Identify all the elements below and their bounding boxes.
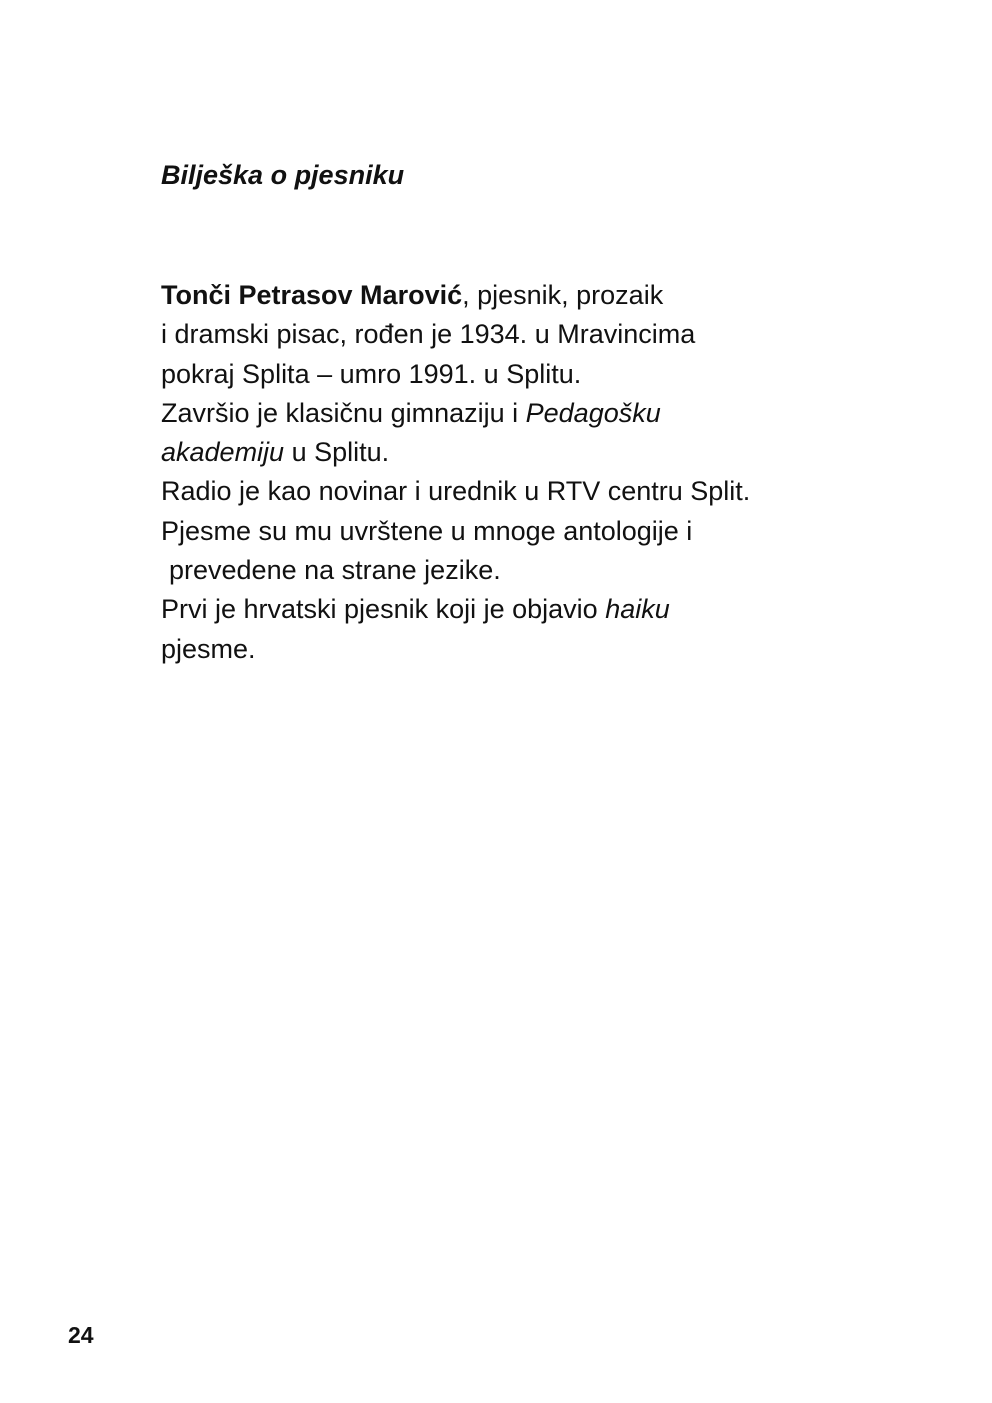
bio-line-5-text: u Splitu.: [284, 437, 390, 468]
author-bio: [161, 276, 881, 669]
bio-line-3: pokraj Splita – umro 1991. u Splitu.: [161, 358, 582, 389]
academy-name-part-1: Pedagošku: [525, 397, 661, 428]
bio-line-4-text: Završio je klasičnu gimnaziju i: [161, 397, 526, 428]
bio-line-5: [161, 433, 881, 472]
bio-line-6: Radio je kao novinar i urednik u RTV centru Split.: [161, 476, 751, 507]
bio-line-2: i dramski pisac, rođen je 1934. u Mravincima: [161, 319, 696, 350]
bio-line-9-text: Prvi je hrvatski pjesnik koji je objavio: [161, 594, 606, 625]
bio-line-9: [161, 590, 881, 629]
page-number: 24: [68, 1322, 94, 1348]
academy-name-part-2: akademiju: [161, 437, 285, 468]
bio-line-7: Pjesme su mu uvrštene u mnoge antologije i: [161, 515, 693, 546]
haiku-term: haiku: [605, 594, 670, 625]
bio-line-10: pjesme.: [161, 633, 256, 664]
page-heading: Bilješka o pjesniku: [161, 160, 405, 190]
bio-line-1: [161, 276, 881, 315]
bio-line-1-rest: , pjesnik, prozaik: [462, 280, 664, 310]
bio-line-8: prevedene na strane jezike.: [169, 555, 501, 586]
author-name: Tonči Petrasov Marović: [161, 280, 463, 310]
bio-line-4: [161, 394, 881, 433]
